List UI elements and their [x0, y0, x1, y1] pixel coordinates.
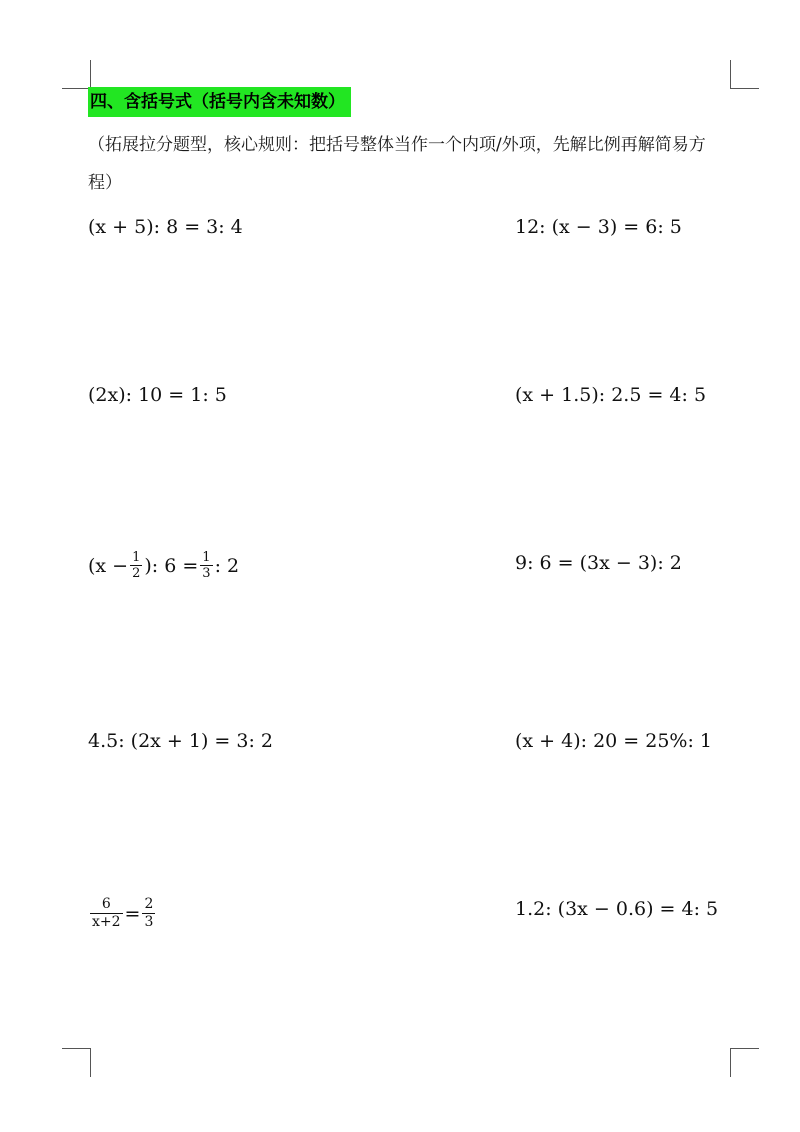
fraction-numerator: 1	[132, 550, 141, 565]
fraction-rhs	[142, 896, 155, 931]
fraction-one-half	[130, 550, 142, 581]
crop-mark-top-right	[730, 60, 759, 89]
problem-5	[88, 550, 239, 581]
section-instruction: （拓展拉分题型，核心规则：把括号整体当作一个内项/外项，先解比例再解简易方程）	[88, 135, 706, 193]
problem-10: 1.2: (3x − 0.6) = 4: 5	[515, 898, 719, 920]
crop-mark-bottom-left	[62, 1048, 91, 1077]
fraction-one-third	[200, 550, 212, 581]
fraction-denominator: 2	[132, 566, 141, 581]
problem-3: (2x): 10 = 1: 5	[88, 384, 227, 406]
fraction-numerator: 6	[101, 896, 111, 912]
problem-1: (x + 5): 8 = 3: 4	[88, 216, 243, 238]
problem-7: 4.5: (2x + 1) = 3: 2	[88, 730, 273, 752]
fraction-numerator: 1	[202, 550, 211, 565]
crop-mark-bottom-right	[730, 1048, 759, 1077]
problem-5-middle: ): 6 =	[144, 554, 199, 577]
problem-6: 9: 6 = (3x − 3): 2	[515, 552, 682, 574]
problem-5-suffix: : 2	[214, 554, 240, 577]
fraction-denominator: 3	[144, 914, 154, 930]
fraction-denominator: x+2	[92, 914, 121, 930]
fraction-denominator: 3	[202, 566, 211, 581]
fraction-lhs	[90, 896, 123, 931]
equals-sign: =	[124, 902, 141, 925]
problem-4: (x + 1.5): 2.5 = 4: 5	[515, 384, 707, 406]
fraction-numerator: 2	[144, 896, 154, 912]
section-title: 四、含括号式（括号内含未知数）	[88, 87, 351, 117]
problem-8: (x + 4): 20 = 25%: 1	[515, 730, 713, 752]
problem-5-prefix: (x −	[88, 554, 129, 577]
problem-2: 12: (x − 3) = 6: 5	[515, 216, 682, 238]
crop-mark-top-left	[62, 60, 91, 89]
problem-9	[88, 896, 157, 931]
